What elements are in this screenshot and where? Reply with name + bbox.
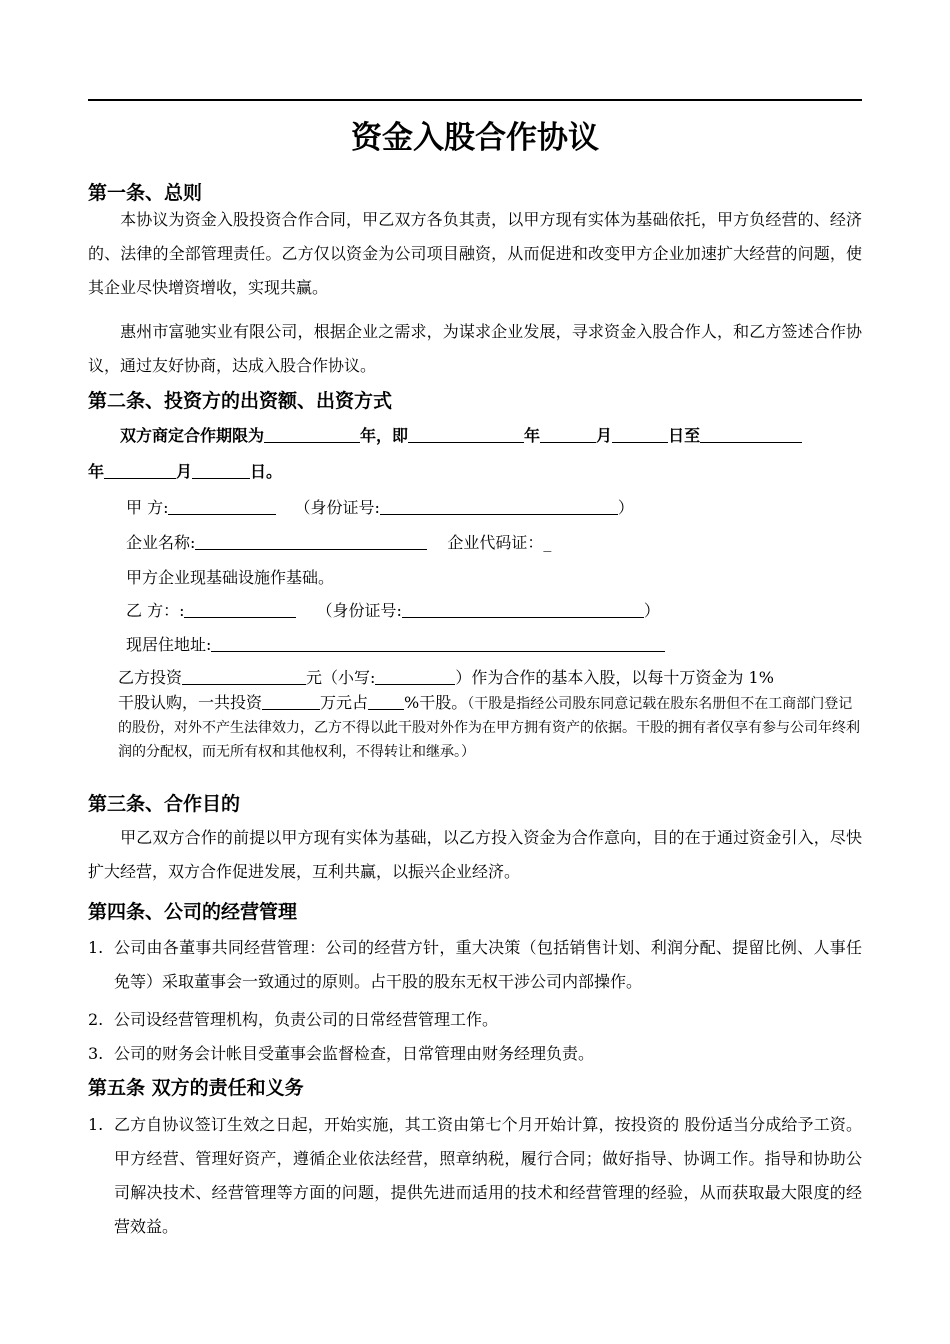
section-4-item-3: 3. 公司的财务会计帐目受董事会监督检查，日常管理由财务经理负责。 (88, 1044, 595, 1063)
section-3-paragraph: 甲乙双方合作的前提以甲方现有实体为基础，以乙方投入资金为合作意向，目的在于通过资金引入，尽快扩大经营，双方合作促进发展，互利共赢，以振兴企业经济。 (88, 828, 862, 881)
header-rule (88, 99, 862, 101)
section-2-heading: 第二条、投资方的出资额、出资方式 (88, 390, 393, 412)
investment-paragraph: 乙方投资 元（小写: ）作为合作的基本入股，以每十万资金为 1% 干股认购，一共投资 万元占 %干股。（干股是指经公司股东同意记载在股东名册但不在工商部门登记的股份，对外不产生法律效力，乙方不得以此干股对外作为在甲方拥有资产的依据。干股的拥有者仅享有参与公司年终利润的分配权，而无所有权和其他权利，不得转让和继承。） (118, 668, 860, 760)
party-b-line: 乙 方：: （身份证号: ） (126, 601, 660, 620)
company-line: 企业名称: 企业代码证：_ (126, 533, 552, 552)
blank-end-month[interactable] (104, 460, 176, 479)
section-4-item-2: 2. 公司设经营管理机构，负责公司的日常经营管理工作。 (88, 1010, 499, 1029)
blank-start-year[interactable] (408, 424, 524, 443)
party-a-id-blank[interactable] (380, 496, 618, 515)
party-a-name-blank[interactable] (168, 496, 276, 515)
blank-end-day[interactable] (192, 460, 250, 479)
section-4-item-1: 1. 公司由各董事共同经营管理：公司的经营方针，重大决策（包括销售计划、利润分配、提留比例、人事任免等）采取董事会一致通过的原则。占干股的股东无权干涉公司内部操作。 (88, 938, 862, 991)
section-3-heading: 第三条、合作目的 (88, 793, 241, 815)
blank-start-month[interactable] (540, 424, 596, 443)
section-1-paragraph-2: 惠州市富驰实业有限公司，根据企业之需求，为谋求企业发展，寻求资金入股合作人，和乙方签述合作协议，通过友好协商，达成入股合作协议。 (88, 322, 862, 375)
invest-percent-blank[interactable] (368, 691, 404, 710)
party-b-id-blank[interactable] (402, 599, 644, 618)
section-4-heading: 第四条、公司的经营管理 (88, 901, 298, 923)
section-1-paragraph-1: 本协议为资金入股投资合作合同，甲乙双方各负其责，以甲方现有实体为基础依托，甲方负经营的、经济的、法律的全部管理责任。乙方仅以资金为公司项目融资，从而促进和改变甲方企业加速扩大经营的问题，使其企业尽快增资增收，实现共赢。 (88, 210, 862, 297)
blank-years[interactable] (264, 424, 360, 443)
invest-amount-blank[interactable] (182, 666, 306, 685)
party-b-name-blank[interactable] (184, 599, 296, 618)
blank-end-year[interactable] (700, 424, 802, 443)
section-5-item-1: 1. 乙方自协议签订生效之日起，开始实施，其工资由第七个月开始计算，按投资的 股份适当分成给予工资。甲方经营、管理好资产，遵循企业依法经营，照章纳税，履行合同；做好指导、协调工作。指导和协助公司解决技术、经营管理等方面的问题，提供先进而适用的技术和经营管理的经验，从而获取最大限度的经营效益。 (88, 1115, 862, 1236)
term-line-1: 双方商定合作期限为 年，即 年 月 日至 (120, 424, 802, 448)
invest-small-blank[interactable] (375, 666, 455, 685)
document-title: 资金入股合作协议 (351, 120, 599, 156)
blank-start-day[interactable] (612, 424, 668, 443)
company-name-blank[interactable] (195, 531, 427, 550)
term-line-2: 年 月 日。 (88, 462, 283, 481)
basis-line: 甲方企业现基础设施作基础。 (126, 568, 335, 587)
party-a-line: 甲 方: （身份证号: ） (126, 498, 634, 517)
invest-total-blank[interactable] (262, 691, 320, 710)
address-line: 现居住地址: (126, 633, 665, 657)
section-5-heading: 第五条 双方的责任和义务 (88, 1077, 304, 1099)
address-blank[interactable] (211, 633, 665, 652)
section-1-heading: 第一条、总则 (88, 182, 203, 204)
